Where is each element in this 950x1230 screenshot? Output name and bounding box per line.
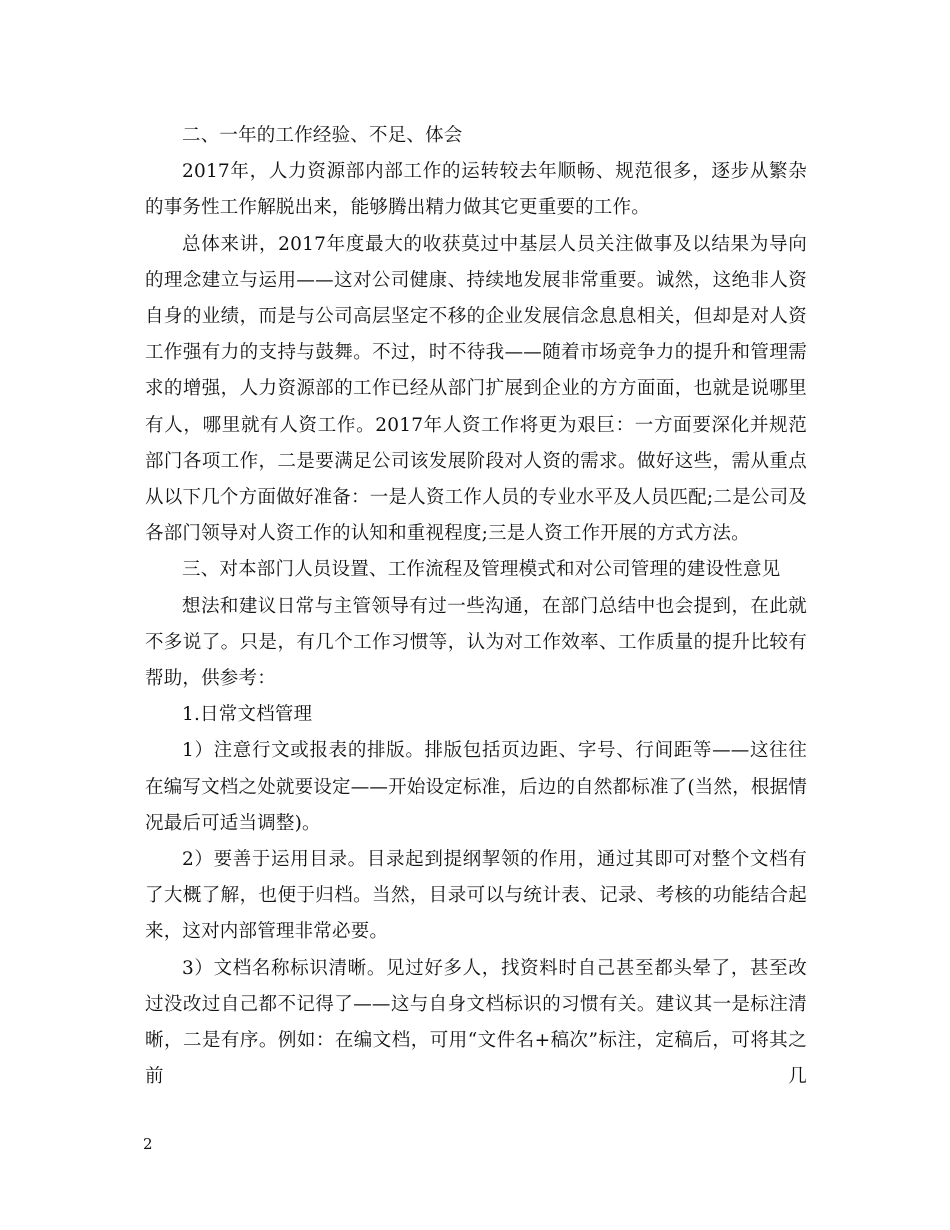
subheading-document-management: 1.日常文档管理 [182,704,313,726]
list-item: 3）文档名称标识清晰。见过好多人，找资料时自己甚至都头晕了，甚至改过没改过自己都不记得了——这与自身文档标识的习惯有关。建议其一是标注清晰，二是有序。例如：在编文档，可用“文件名+稿次”标注，定稿后，可将其之前几 [145,957,807,1088]
document-body [145,118,807,1095]
paragraph: 2017年，人力资源部内部工作的运转较去年顺畅、规范很多，逐步从繁杂的事务性工作解脱出来，能够腾出精力做其它更重要的工作。 [145,161,807,219]
section-heading-2: 二、一年的工作经验、不足、体会 [182,125,463,146]
paragraph: 想法和建议日常与主管领导有过一些沟通，在部门总结中也会提到，在此就不多说了。只是，有几个工作习惯等，认为对工作效率、工作质量的提升比较有帮助，供参考： [145,595,807,690]
paragraph: 总体来讲，2017年度最大的收获莫过中基层人员关注做事及以结果为导向的理念建立与运用——这对公司健康、持续地发展非常重要。诚然，这绝非人资自身的业绩，而是与公司高层坚定不移的企业发展信念息息相关，但却是对人资工作强有力的支持与鼓舞。不过，时不待我——随着市场竞争力的提升和管理需求的增强，人力资源部的工作已经从部门扩展到企业的方方面面，也就是说哪里有人，哪里就有人资工作。2017年人资工作将更为艰巨：一方面要深化并规范部门各项工作，二是要满足公司该发展阶段对人资的需求。做好这些，需从重点从以下几个方面做好准备：一是人资工作人员的专业水平及人员匹配;二是公司及各部门领导对人资工作的认知和重视程度;三是人资工作开展的方式方法。 [145,233,807,545]
section-heading-3: 三、对本部门人员设置、工作流程及管理模式和对公司管理的建设性意见 [182,559,781,581]
list-item: 2）要善于运用目录。目录起到提纲挈领的作用，通过其即可对整个文档有了大概了解，也便于归档。当然，目录可以与统计表、记录、考核的功能结合起来，这对内部管理非常必要。 [145,849,807,943]
list-item: 1）注意行文或报表的排版。排版包括页边距、字号、行间距等——这往往在编写文档之处就要设定——开始设定标准，后边的自然都标准了(当然，根据情况最后可适当调整)。 [145,740,807,834]
page-number: 2 [143,1135,153,1153]
